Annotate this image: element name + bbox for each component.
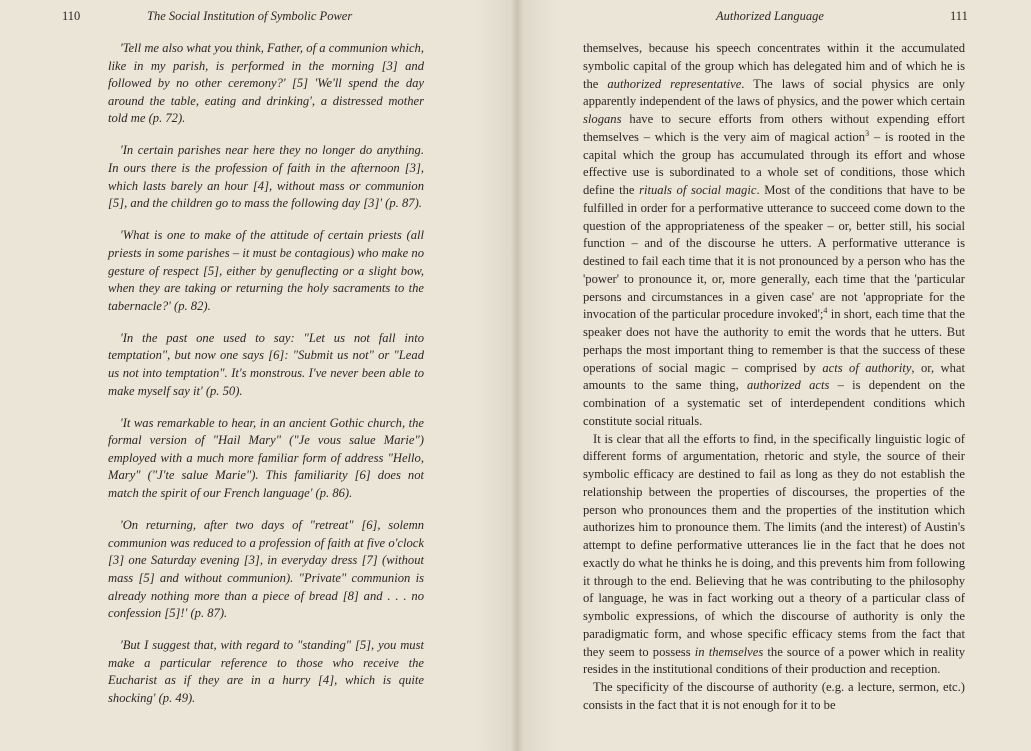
right-page-number: 111: [950, 9, 968, 23]
paragraph-1: [583, 40, 965, 431]
text-run-italic: acts of authority: [822, 360, 912, 375]
left-running-head: The Social Institution of Symbolic Power: [147, 9, 353, 23]
right-running-head: Authorized Language: [716, 9, 824, 23]
text-run: – is rooted in the capital which the group has accumulated through its effort and whose effective use is subordinated to a whole set of conditions, those which define the: [583, 129, 965, 197]
paragraph-3: The specificity of the discourse of authority (e.g. a lecture, sermon, etc.) consists in the fact that it is not enough for it to be: [583, 680, 965, 712]
quote-4: 'In the past one used to say: "Let us not fall into temptation", but now one says [6]: "Submit us not" or "Lead us not into temptation". It's monstrous. I've never been able to make myself say it' (p. 50).: [108, 330, 424, 398]
text-run: the source of a power which in reality resides in the institutional conditions of their production and reception.: [583, 644, 965, 677]
text-run: , or, what amounts to the same thing,: [583, 360, 965, 393]
body-text: [583, 40, 965, 715]
left-page-number: 110: [62, 9, 81, 23]
book-gutter: [510, 0, 524, 751]
footnote-ref-3: 3: [865, 128, 870, 138]
quote-2: 'In certain parishes near here they no longer do anything. In ours there is the profession of faith in the afternoon [3], which lasts barely an hour [4], without mass or communion [5], and the children go to mass the following day [3]' (p. 87).: [108, 143, 424, 211]
quote-5: 'It was remarkable to hear, in an ancient Gothic church, the formal version of "Hail Mary" ("Je vous salue Marie") employed with a much more familiar form of address "Hello, Mary" ("J'te salue Marie"). This familiarity [6] does not match the spirit of our French language' (p. 86).: [108, 415, 424, 501]
quote-list: [108, 40, 424, 722]
text-run-italic: authorized representative: [607, 76, 742, 91]
text-run: themselves, because his speech concentrates within it the accumulated symbolic capital of the group which has delegated him and of which he is the: [583, 41, 965, 91]
paragraph-2: [583, 431, 965, 680]
text-run-italic: rituals of social magic: [639, 183, 757, 197]
text-run: . The laws of social physics are only apparently independent of the laws of physics, and the power which certain: [583, 76, 965, 109]
quote-6: 'On returning, after two days of "retreat" [6], solemn communion was reduced to a profession of faith at five o'clock [3] one Saturday evening [3], in everyday dress [7] (without mass [5] and without communion). "Private" communion is already nothing more than a piece of bread [8] and . . . no confession [5]!' (p. 87).: [108, 518, 424, 621]
quote-7: 'But I suggest that, with regard to "standing" [5], you must make a particular reference to those who receive the Eucharist as if they are in a hurry [4], which is quite shocking' (p. 49).: [108, 638, 424, 705]
footnote-ref-4: 4: [823, 306, 828, 316]
quote-1: 'Tell me also what you think, Father, of a communion which, like in my parish, is performed in the morning [3] and followed by no other ceremony?' [5] 'We'll spend the day around the table, eating and drinking', a distressed mother told me (p. 72).: [108, 41, 424, 126]
text-run-italic: authorized acts: [746, 378, 830, 393]
text-run-italic: in themselves: [694, 644, 764, 659]
text-run: in short, each time that the speaker does not have the authority to emit the words that he utters. But perhaps the most important thing to remember is that the success of these operations of social magic – comprised by: [583, 307, 965, 375]
text-run: . Most of the conditions that have to be fulfilled in order for a performative utterance to succeed come down to the question of the appropriateness of the speaker – or, better still, his social function – and of the discourse he utters. A performative utterance is destined to fail each time that it is not pronounced by a person who has the 'power' to pronounce it, or, more generally, each time that the 'particular persons and circumstances in a given case' are not 'appropriate for the invocation of the particular procedure invoked';: [583, 183, 966, 322]
text-run: It is clear that all the efforts to find, in the specifically linguistic logic of different forms of argumentation, rhetoric and style, the source of their symbolic efficacy are destined to fail as long as they do not establish the relationship between the properties of discourses, the properties of the person who pronounces them and the properties of the institution which authorizes him to pronounce them. The limits (and the interest) of Austin's attempt to define performative utterances lie in the fact that he does not exactly do what he thinks he is doing, and this prevents him from following it through to the end. Believing that he was contributing to the philosophy of language, he was in fact working out a theory of a particular class of symbolic expressions, of which the discourse of authority is only the paradigmatic form, and whose specific efficacy stems from the fact that they seem to possess: [583, 431, 965, 659]
text-run: – is dependent on the combination of a systematic set of interdependent conditions which constitute social rituals.: [583, 378, 966, 428]
quote-3: 'What is one to make of the attitude of certain priests (all priests in some parishes – it must be contagious) who make no gesture of respect [5], either by genuflecting or a slight bow, when they are taking or returning the holy sacraments to the tabernacle?' (p. 82).: [108, 228, 424, 313]
text-run: have to secure efforts from others without expending effort themselves – which is the very aim of magical action: [583, 112, 965, 144]
text-run-italic: slogans: [583, 112, 622, 126]
